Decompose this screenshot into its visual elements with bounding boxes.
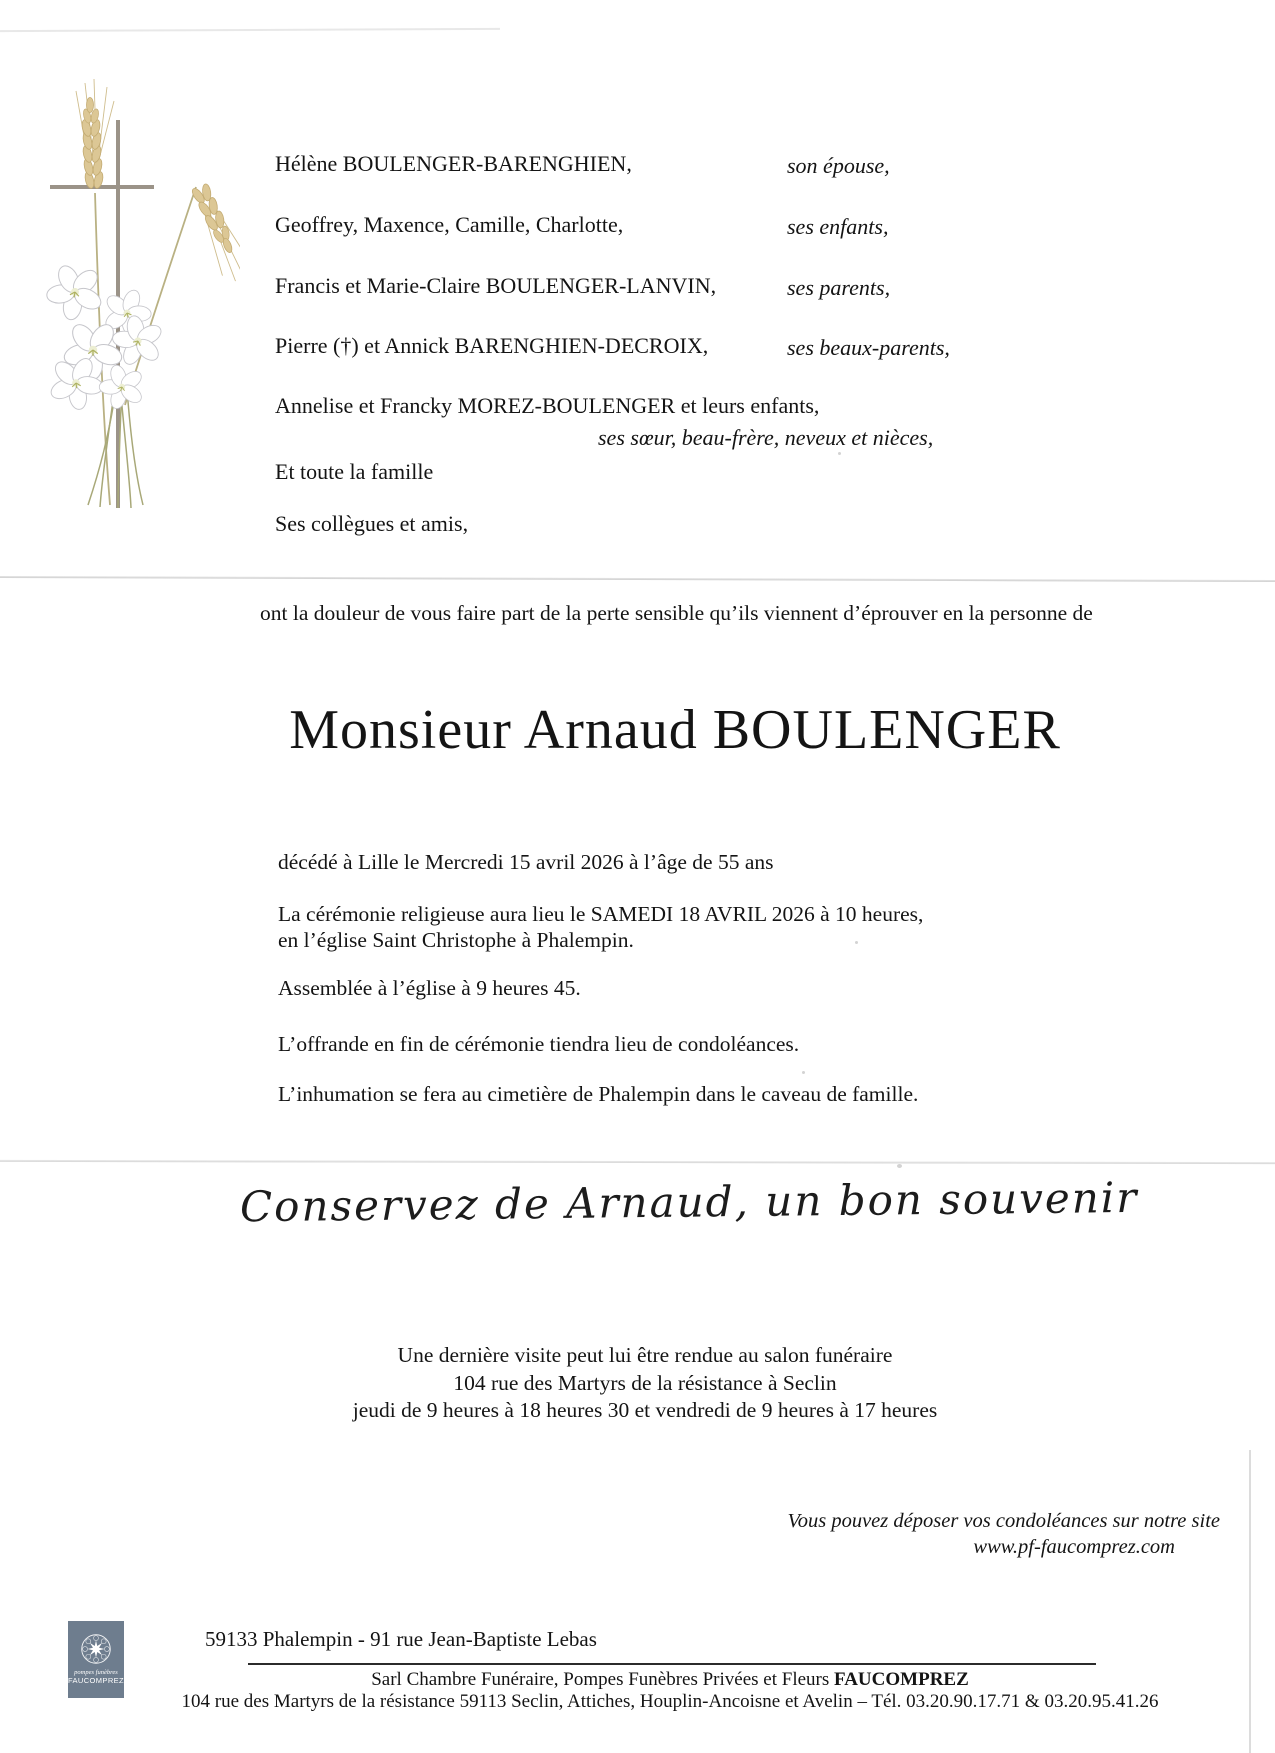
wheat-ear-left [81,98,105,190]
offering-details: L’offrande en fin de cérémonie tiendra lieu de condoléances. [278,1032,800,1056]
assembly-details: Assemblée à l’église à 9 heures 45. [278,976,581,1000]
visit-line1: Une dernière visite peut lui être rendue au salon funéraire [397,1343,893,1367]
visit-line3: jeudi de 9 heures à 18 heures 30 et vendredi de 9 heures à 17 heures [352,1398,938,1422]
condolences-text: Vous pouvez déposer vos condoléances sur notre site [787,1510,1220,1532]
memorial-quote: Conservez de Arnaud, un bon souvenir [239,1172,1139,1232]
footer-divider [248,1663,1096,1665]
death-details: décédé à Lille le Mercredi 15 avril 2026 à l’âge de 55 ans [278,850,774,874]
company-line [90,1669,1250,1691]
paper-crease [0,576,1275,582]
burial-details: L’inhumation se fera au cimetière de Phalempin dans le caveau de famille. [278,1082,919,1106]
family-member-name: Hélène BOULENGER-BARENGHIEN, [275,151,632,176]
family-member-name: Et toute la famille [275,459,434,484]
family-member-name: Pierre (†) et Annick BARENGHIEN-DECROIX, [275,333,709,358]
family-member-relation: ses enfants, [787,214,889,239]
paper-crease [0,1160,1275,1164]
scan-speck [802,1071,805,1074]
logo-brand-name: FAUCOMPREZ [67,1676,125,1685]
rosette-icon [77,1630,115,1668]
family-member-relation: ses beaux-parents, [787,335,950,360]
family-member-relation: son épouse, [787,153,890,178]
visit-information [170,1342,1120,1425]
company-prefix: Sarl Chambre Funéraire, Pompes Funèbres Privées et Fleurs [371,1669,835,1690]
bellflower-cluster [41,259,173,416]
family-member-name: Annelise et Francky MOREZ-BOULENGER et leurs enfants, [275,393,820,418]
ceremony-line1: La cérémonie religieuse aura lieu le SAMEDI 18 AVRIL 2026 à 10 heures, [278,902,924,926]
family-member-name: Ses collègues et amis, [275,511,469,536]
visit-line2: 104 rue des Martyrs de la résistance à Seclin [453,1370,837,1395]
scan-edge-artifact [0,28,500,32]
phalempin-address: 59133 Phalempin - 91 rue Jean-Baptiste Lebas [205,1627,597,1651]
cross-wheat-flowers-artwork [30,75,240,515]
family-member-name: Francis et Marie-Claire BOULENGER-LANVIN, [275,273,717,298]
seclin-address: 104 rue des Martyrs de la résistance 59113 Seclin, Attiches, Houplin-Ancoisne et Avelin – Tél. 03.20.90.17.71 & 03.20.95.41.26 [181,1691,1159,1712]
deceased-name-title: Monsieur Arnaud BOULENGER [289,699,1061,761]
announcement-text: ont la douleur de vous faire part de la perte sensible qu’ils viennent d’éprouver en la personne de [260,601,1093,625]
scan-speck [897,1164,902,1168]
condolences-note [690,1508,1220,1560]
company-name: FAUCOMPREZ [834,1669,969,1690]
family-member-name: Geoffrey, Maxence, Camille, Charlotte, [275,212,624,237]
family-member-relation: ses parents, [787,275,891,300]
family-member-relation: ses sœur, beau-frère, neveux et nièces, [598,425,934,450]
ceremony-line2: en l’église Saint Christophe à Phalempin. [278,928,634,952]
wheat-ear-right [188,179,240,292]
logo-tagline: pompes funèbres [74,1669,118,1676]
website-url: www.pf-faucomprez.com [973,1536,1175,1558]
memorial-artwork-svg [30,75,240,510]
scan-speck [838,452,841,455]
scan-speck [855,941,858,944]
